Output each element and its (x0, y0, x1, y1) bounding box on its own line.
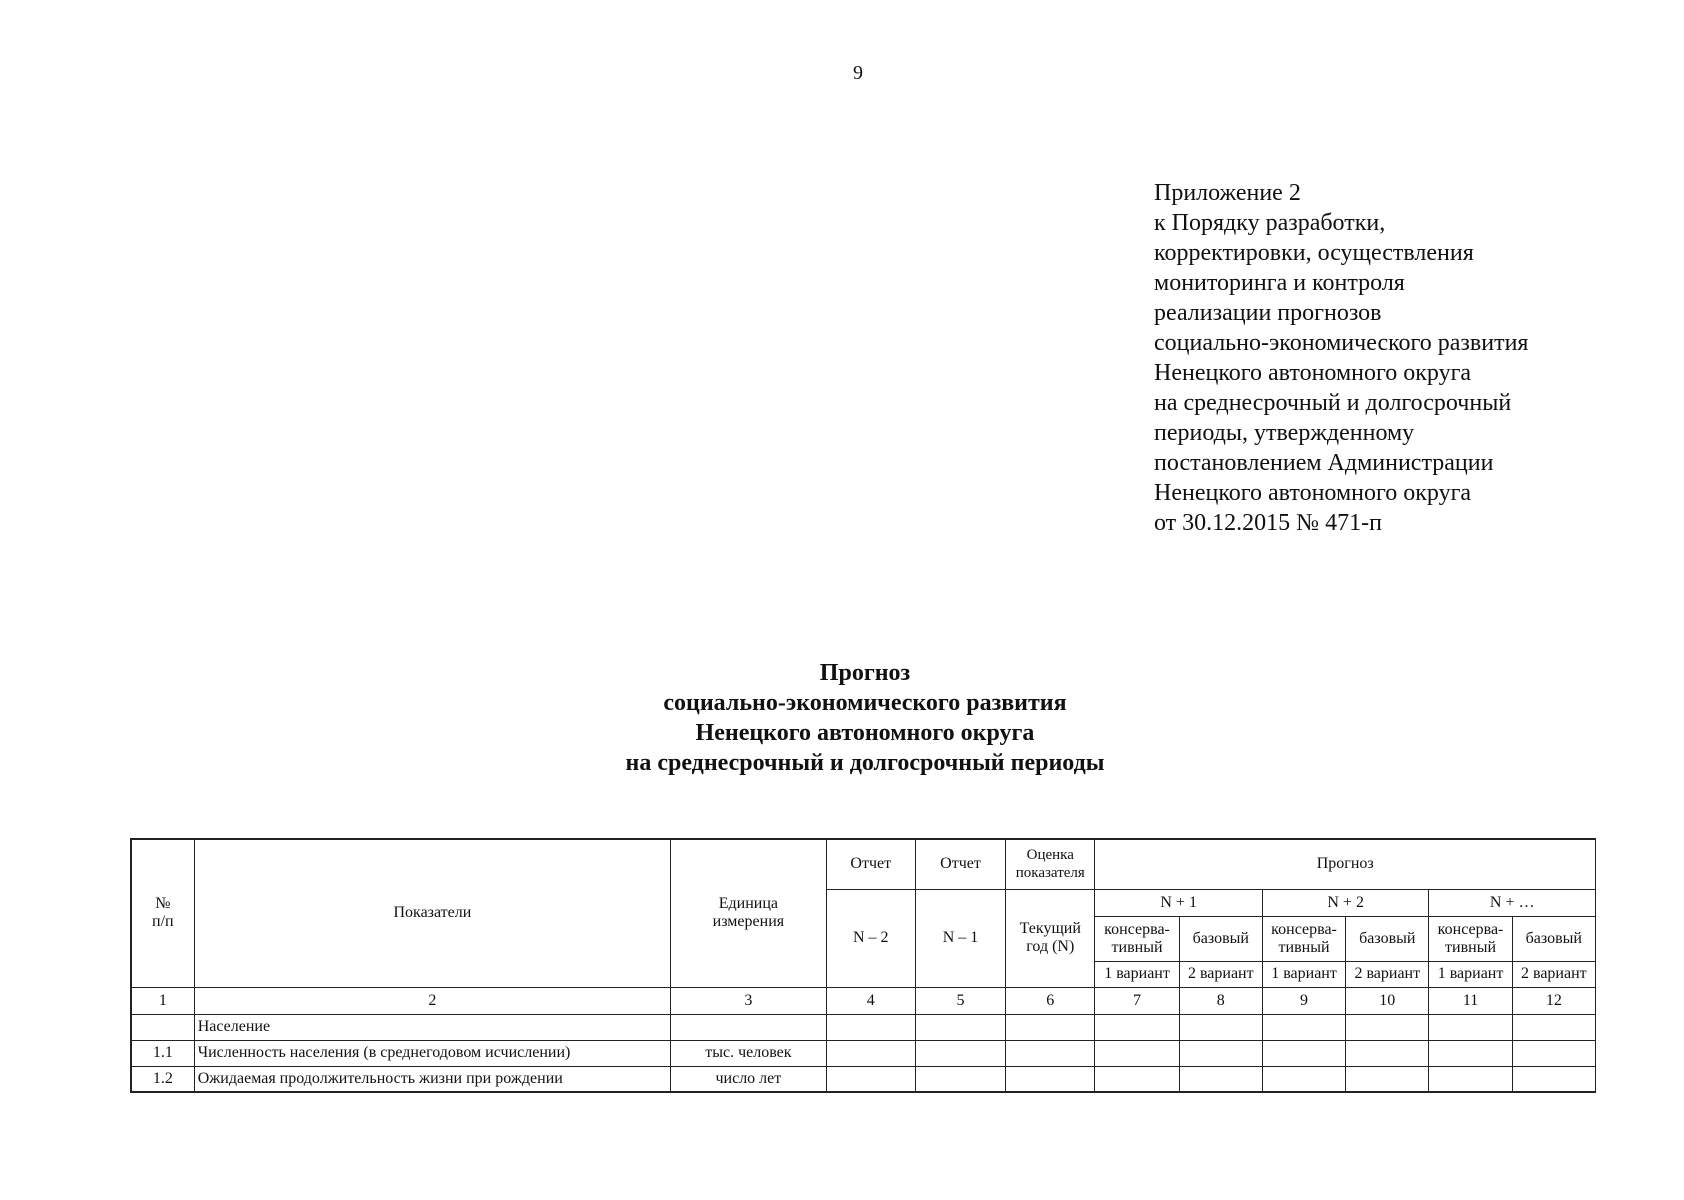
column-number: 4 (826, 987, 915, 1014)
header-current-line2: год (N) (1026, 938, 1075, 955)
conservative-line2: тивный (1445, 938, 1497, 956)
header-basic: базовый (1346, 916, 1429, 961)
conservative-line2: тивный (1278, 938, 1330, 956)
column-number: 9 (1262, 987, 1345, 1014)
header-indicators: Показатели (194, 839, 670, 987)
value-cell (1512, 1014, 1595, 1040)
header-estimate-line2: показателя (1015, 865, 1085, 882)
header-variant-1: 1 вариант (1429, 961, 1512, 987)
value-cell (1346, 1040, 1429, 1066)
header-conservative (1429, 916, 1512, 961)
row-indicator: Ожидаемая продолжительность жизни при рождении (194, 1066, 670, 1092)
header-n-plus-2: N + 2 (1262, 889, 1429, 916)
value-cell (1262, 1040, 1345, 1066)
appendix-line: к Порядку разработки, (1154, 210, 1386, 236)
header-report-2: Отчет (915, 839, 1005, 889)
column-number: 7 (1095, 987, 1179, 1014)
header-unit-line1: Единица (718, 895, 778, 913)
column-number: 1 (131, 987, 194, 1014)
value-cell (915, 1066, 1005, 1092)
header-estimate-line1: Оценка (1026, 847, 1074, 864)
row-unit (671, 1014, 826, 1040)
value-cell (1346, 1014, 1429, 1040)
row-indicator: Население (194, 1014, 670, 1040)
header-variant-2: 2 вариант (1512, 961, 1595, 987)
header-num (131, 839, 194, 987)
conservative-line1: консерва- (1271, 920, 1337, 938)
row-num: 1.2 (131, 1066, 194, 1092)
page-number: 9 (853, 62, 863, 84)
row-unit: число лет (671, 1066, 826, 1092)
table-row (131, 1014, 1596, 1040)
value-cell (1262, 1014, 1345, 1040)
appendix-line: постановлением Администрации (1154, 450, 1494, 476)
header-n-plus-etc: N + … (1429, 889, 1596, 916)
header-report-1: Отчет (826, 839, 915, 889)
appendix-line: Ненецкого автономного округа (1154, 480, 1472, 506)
value-cell (1095, 1040, 1179, 1066)
conservative-line2: тивный (1111, 938, 1163, 956)
appendix-line: корректировки, осуществления (1154, 240, 1474, 266)
value-cell (1006, 1066, 1095, 1092)
appendix-line: от 30.12.2015 № 471-п (1154, 510, 1382, 536)
header-n-minus-2: N – 2 (826, 889, 915, 987)
header-num-line1: № (155, 895, 171, 913)
header-n-minus-1: N – 1 (915, 889, 1005, 987)
appendix-block (1154, 178, 1654, 538)
header-unit (671, 839, 826, 987)
value-cell (1429, 1040, 1512, 1066)
column-number: 11 (1429, 987, 1512, 1014)
header-variant-2: 2 вариант (1179, 961, 1262, 987)
value-cell (826, 1014, 915, 1040)
header-variant-2: 2 вариант (1346, 961, 1429, 987)
column-number-row (131, 987, 1596, 1014)
value-cell (1512, 1040, 1595, 1066)
conservative-line1: консерва- (1104, 920, 1170, 938)
header-current-year (1006, 889, 1095, 987)
header-estimate (1006, 839, 1095, 889)
table-row (131, 1066, 1596, 1092)
title-line: Прогноз (819, 660, 911, 686)
column-number: 2 (194, 987, 670, 1014)
value-cell (1095, 1014, 1179, 1040)
header-forecast: Прогноз (1095, 839, 1596, 889)
column-number: 3 (671, 987, 826, 1014)
title-line: социально-экономического развития (663, 690, 1067, 716)
value-cell (826, 1040, 915, 1066)
header-n-plus-1: N + 1 (1095, 889, 1263, 916)
appendix-line: Приложение 2 (1154, 180, 1301, 206)
title-line: Ненецкого автономного округа (695, 720, 1035, 746)
value-cell (915, 1040, 1005, 1066)
value-cell (1179, 1066, 1262, 1092)
value-cell (1095, 1066, 1179, 1092)
value-cell (1006, 1040, 1095, 1066)
value-cell (1006, 1014, 1095, 1040)
appendix-line: реализации прогнозов (1154, 300, 1382, 326)
value-cell (1429, 1014, 1512, 1040)
conservative-line1: консерва- (1437, 920, 1504, 938)
header-basic: базовый (1512, 916, 1595, 961)
value-cell (1346, 1066, 1429, 1092)
value-cell (1512, 1066, 1595, 1092)
value-cell (1179, 1040, 1262, 1066)
header-unit-line2: измерения (712, 913, 785, 931)
appendix-line: социально-экономического развития (1154, 330, 1529, 356)
document-title (0, 658, 1684, 778)
table-row (131, 1040, 1596, 1066)
column-number: 12 (1512, 987, 1595, 1014)
forecast-table (130, 838, 1596, 1093)
appendix-line: на среднесрочный и долгосрочный (1154, 390, 1512, 416)
appendix-line: периоды, утвержденному (1154, 420, 1415, 446)
appendix-line: Ненецкого автономного округа (1154, 360, 1472, 386)
row-num: 1.1 (131, 1040, 194, 1066)
header-conservative (1095, 916, 1179, 961)
value-cell (1429, 1066, 1512, 1092)
header-basic: базовый (1179, 916, 1262, 961)
row-num (131, 1014, 194, 1040)
header-conservative (1262, 916, 1345, 961)
header-current-line1: Текущий (1019, 920, 1081, 937)
column-number: 5 (915, 987, 1005, 1014)
title-line: на среднесрочный и долгосрочный периоды (625, 750, 1105, 776)
row-indicator: Численность населения (в среднегодовом исчислении) (194, 1040, 670, 1066)
header-variant-1: 1 вариант (1262, 961, 1345, 987)
column-number: 6 (1006, 987, 1095, 1014)
value-cell (826, 1066, 915, 1092)
header-num-line2: п/п (152, 913, 174, 931)
column-number: 10 (1346, 987, 1429, 1014)
header-variant-1: 1 вариант (1095, 961, 1179, 987)
column-number: 8 (1179, 987, 1262, 1014)
value-cell (1179, 1014, 1262, 1040)
value-cell (1262, 1066, 1345, 1092)
appendix-line: мониторинга и контроля (1154, 270, 1405, 296)
value-cell (915, 1014, 1005, 1040)
row-unit: тыс. человек (671, 1040, 826, 1066)
